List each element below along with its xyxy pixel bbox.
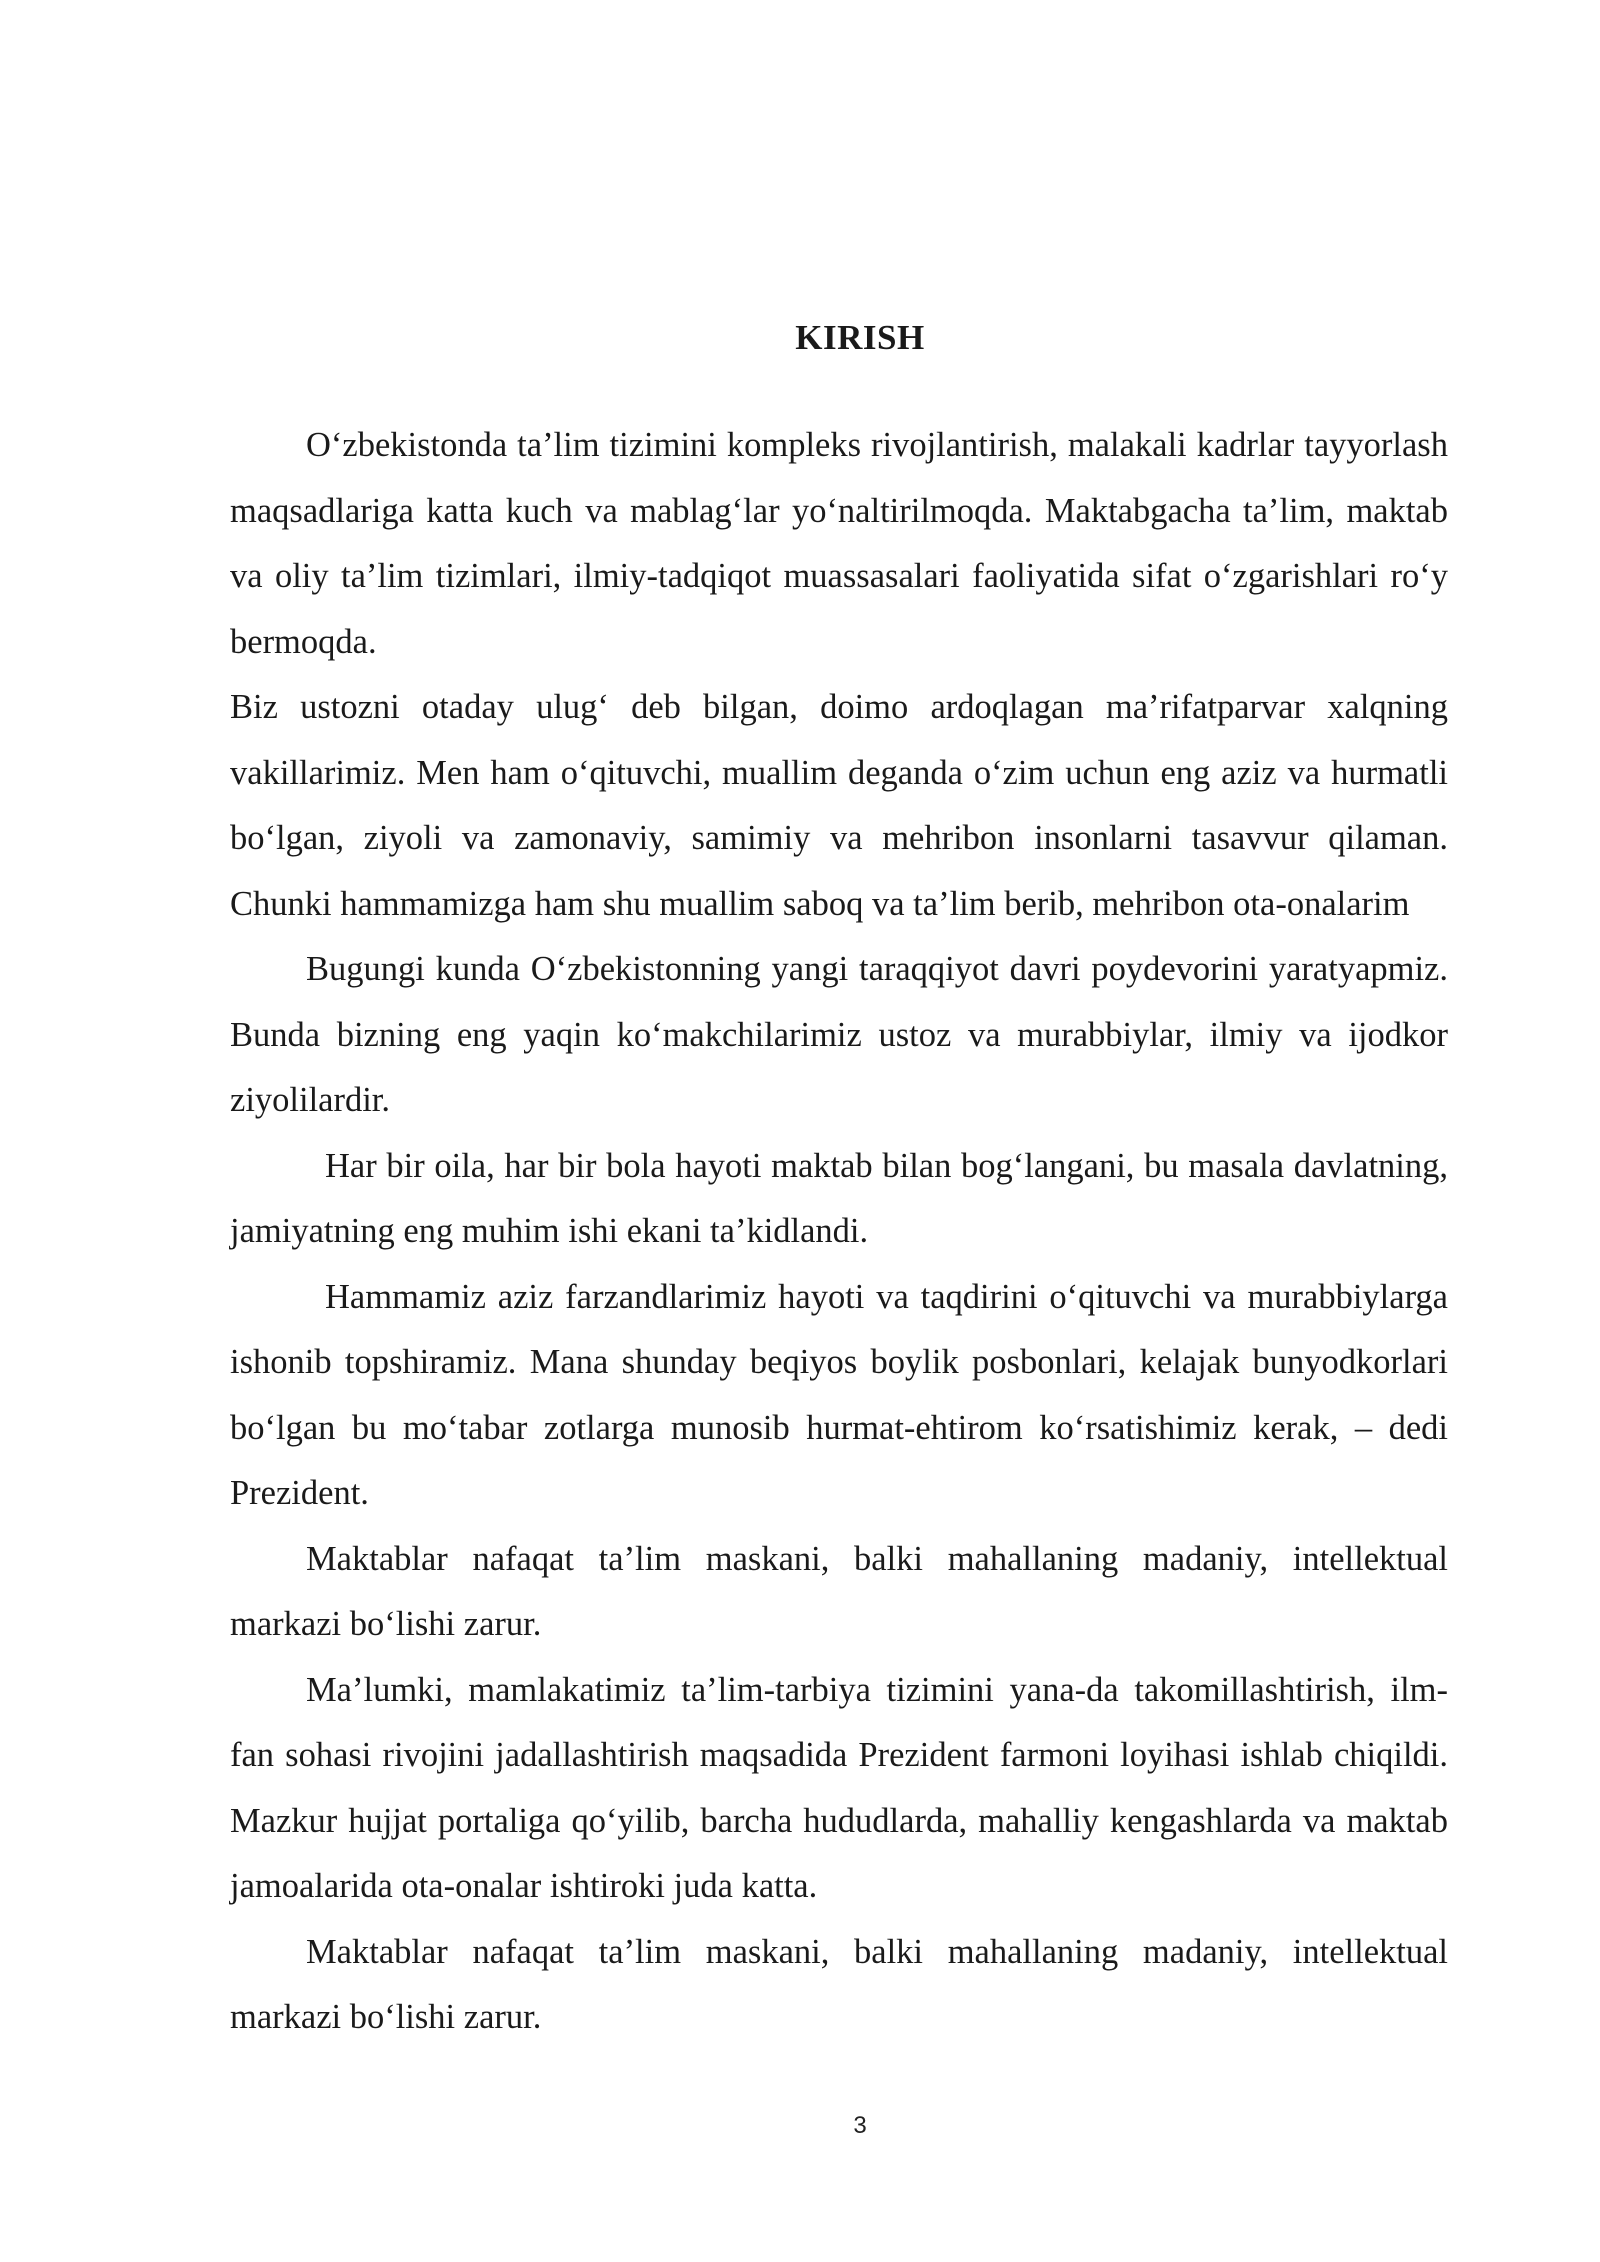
page-number: 3 <box>853 2112 867 2139</box>
paragraph-5: Hammamiz aziz farzandlarimiz hayoti va taqdirini o‘qituvchi va murabbiylarga ishonib topshiramiz. Mana shunday beqiyos boylik posbonlari, kelajak bunyodkorlari bo‘lgan bu mo‘tabar zotlarga munosib hurmat-ehtirom ko‘rsatishimiz kerak, – dedi Prezident. <box>230 1277 1448 1512</box>
body-text <box>230 413 1448 2051</box>
paragraph-3: Bugungi kunda O‘zbekistonning yangi taraqqiyot davri poydevorini yaratyapmiz. Bunda bizning eng yaqin ko‘makchilarimiz ustoz va murabbiylar, ilmiy va ijodkor ziyolilardir. <box>230 950 1448 1119</box>
section-title: KIRISH <box>795 318 925 357</box>
paragraph-7: Ma’lumki, mamlakatimiz ta’lim-tarbiya tizimini yana-da takomillashtirish, ilm-fan sohasi rivojini jadallashtirish maqsadida Prezident farmoni loyihasi ishlab chiqildi. Mazkur hujjat portaliga qo‘yilib, barcha hududlarda, mahalliy kengashlarda va maktab jamoalarida ota-onalar ishtiroki juda katta. <box>230 1670 1448 1905</box>
paragraph-1: O‘zbekistonda ta’lim tizimini kompleks rivojlantirish, malakali kadrlar tayyorlash maqsadlariga katta kuch va mablag‘lar yo‘naltirilmoqda. Maktabgacha ta’lim, maktab va oliy ta’lim tizimlari, ilmiy-tadqiqot muassasalari faoliyatida sifat o‘zgarishlari ro‘y bermoqda. <box>230 426 1448 661</box>
paragraph-8: Maktablar nafaqat ta’lim maskani, balki mahallaning madaniy, intellektual markazi bo‘lishi zarur. <box>230 1932 1448 2036</box>
paragraph-6: Maktablar nafaqat ta’lim maskani, balki mahallaning madaniy, intellektual markazi bo‘lishi zarur. <box>230 1539 1448 1643</box>
paragraph-4: Har bir oila, har bir bola hayoti maktab bilan bog‘langani, bu masala davlatning, jamiyatning eng muhim ishi ekani ta’kidlandi. <box>230 1146 1448 1250</box>
paragraph-2: Biz ustozni otaday ulug‘ deb bilgan, doimo ardoqlagan ma’rifatparvar xalqning vakillarimiz. Men ham o‘qituvchi, muallim deganda o‘zim uchun eng aziz va hurmatli bo‘lgan, ziyoli va zamonaviy, samimiy va mehribon insonlarni tasavvur qilaman. Chunki hammamizga ham shu muallim saboq va ta’lim berib, mehribon ota-onalarim <box>230 688 1448 923</box>
